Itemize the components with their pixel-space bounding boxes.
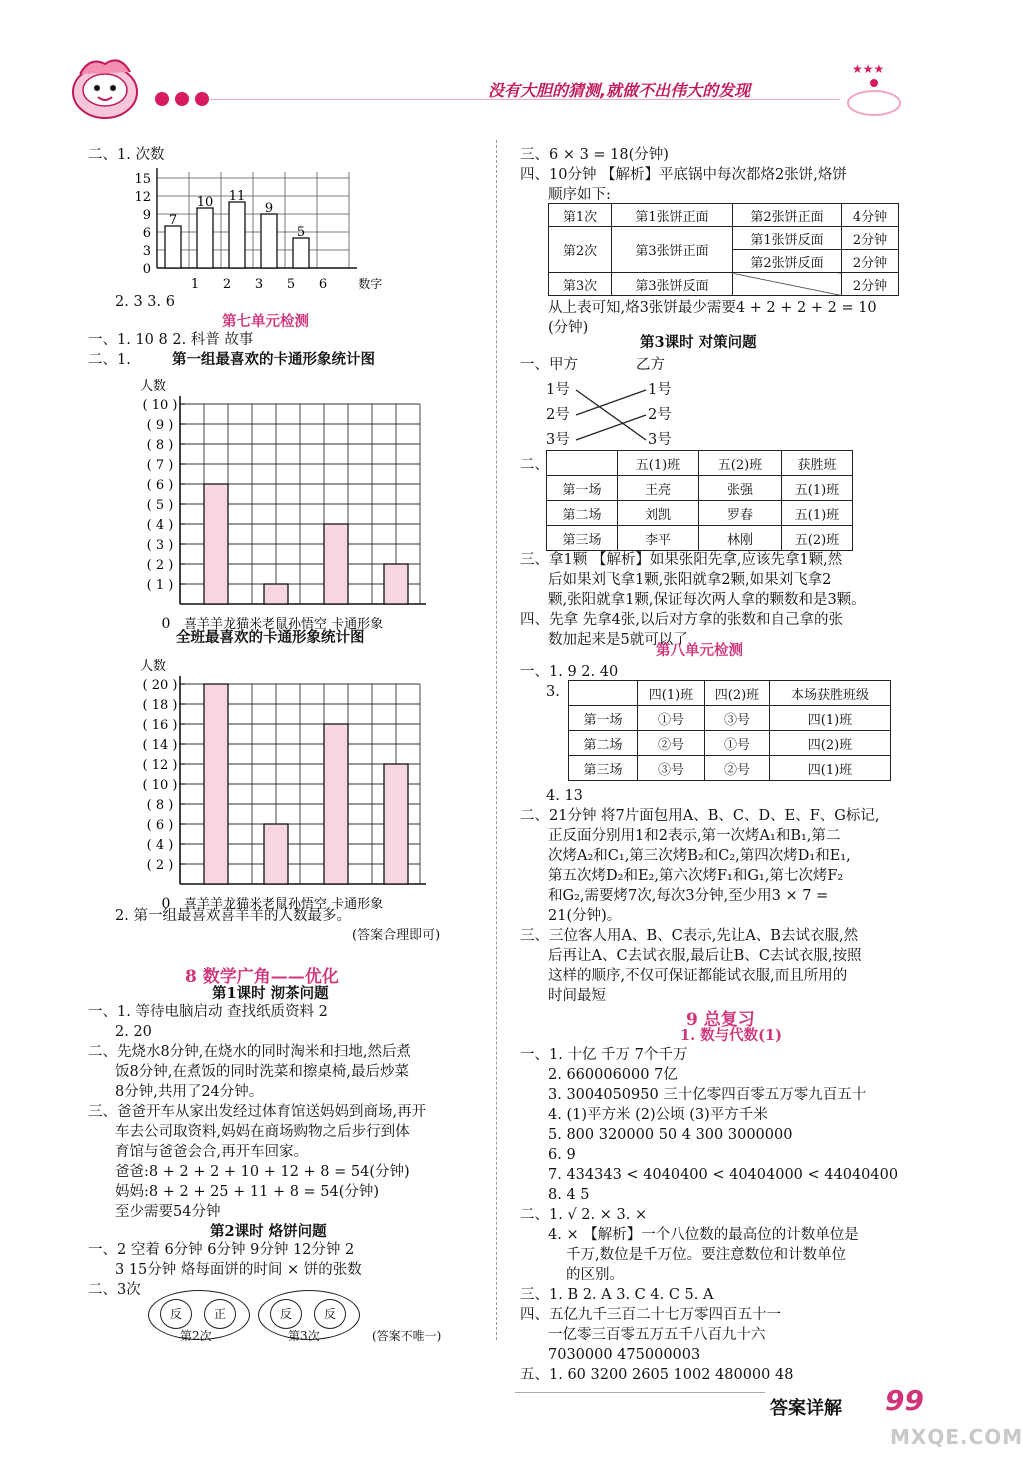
line: 二、1. 次数: [88, 147, 165, 163]
data-label: 10: [196, 195, 214, 210]
cell: 第二场: [569, 731, 638, 756]
x-tick-label: 3: [254, 277, 264, 292]
chapter-title: 8 数学广角——优化: [185, 967, 339, 987]
y-tick-label: ( 3 ): [146, 538, 174, 553]
line: 育馆与爸爸会合,再开车回家。: [115, 1144, 309, 1160]
note: (答案合理即可): [352, 928, 441, 943]
line: 顺序如下:: [548, 187, 611, 203]
x-axis-label: 喜羊羊龙猫米老鼠孙悟空 卡通形象: [184, 897, 384, 912]
line: 二、1. √ 2. × 3. ×: [520, 1207, 648, 1223]
cell: ①号: [638, 706, 705, 731]
lesson-title: 第3课时 对策问题: [640, 334, 757, 351]
empty-diagonal-cell: [733, 273, 842, 296]
y-tick-label: ( 4 ): [146, 838, 174, 853]
y-tick-label: 0: [161, 896, 171, 912]
y-tick-label: ( 1 ): [146, 578, 174, 593]
cell: 五(1)班: [782, 476, 853, 501]
jia-1: 1号: [546, 382, 570, 398]
y-tick-label: 0: [142, 262, 151, 277]
dot-decoration-2: [175, 92, 189, 106]
cell: ③号: [705, 706, 770, 731]
bar: [197, 208, 213, 268]
jia-2: 2号: [546, 407, 570, 423]
line: 3 15分钟 烙每面饼的时间 × 饼的张数: [115, 1262, 362, 1278]
cell: 第1次: [549, 204, 612, 227]
y-tick-label: ( 8 ): [146, 438, 174, 453]
line: 和G₂,需要烤7次,每次3分钟,至少用3 × 7 =: [548, 888, 829, 904]
cell: 五(1)班: [618, 451, 699, 476]
line: 5. 800 320000 50 4 300 3000000: [548, 1127, 793, 1143]
dot-decoration-3: [195, 92, 209, 106]
y-tick-label: ( 7 ): [146, 458, 174, 473]
line: 数加起来是5就可以了: [548, 632, 688, 648]
round-label: 第3次: [288, 1329, 320, 1343]
line: 从上表可知,烙3张饼最少需要4 + 2 + 2 + 2 = 10: [548, 300, 877, 316]
line: 7. 434343 < 4040400 < 40404000 < 44040400: [548, 1167, 899, 1183]
bar: [324, 724, 348, 884]
cell: 林刚: [699, 526, 782, 551]
bar: [261, 214, 277, 268]
bar: [165, 226, 181, 268]
note: (答案不唯一): [372, 1329, 442, 1343]
cell: 第一场: [569, 706, 638, 731]
line: 一、1. 十亿 千万 7个千万: [520, 1047, 688, 1063]
round-label: 第2次: [180, 1329, 212, 1343]
data-label: 9: [264, 201, 274, 216]
cartoon-character-icon: [60, 50, 200, 125]
line: 三、拿1颗 【解析】如果张阳先拿,应该先拿1颗,然: [520, 552, 843, 568]
cell: 第3次: [549, 273, 612, 296]
cell: 四(2)班: [770, 731, 891, 756]
line: 二、先烧水8分钟,在烧水的同时淘米和扫地,然后煮: [88, 1044, 411, 1060]
cell: 4分钟: [842, 204, 899, 227]
cell: 王亮: [618, 476, 699, 501]
y-tick-label: ( 10 ): [142, 778, 178, 793]
line: 一、1. 10 8 2. 科普 故事: [88, 332, 254, 348]
y-tick-label: ( 8 ): [146, 798, 174, 813]
yi-3: 3号: [648, 432, 672, 448]
line: 6. 9: [548, 1147, 576, 1163]
chart-title: 全班最喜欢的卡通形象统计图: [176, 629, 365, 646]
lesson-title: 第2课时 烙饼问题: [210, 1223, 327, 1240]
x-tick-label: 6: [318, 277, 328, 292]
data-label: 11: [228, 189, 246, 204]
line: 第五次烤D₂和E₂,第六次烤F₁和G₁,第七次烤F₂: [548, 868, 844, 884]
watermark: MXQE.COM: [890, 1425, 1023, 1449]
cell: ③号: [638, 756, 705, 781]
line: 这样的顺序,不仅可保证都能试衣服,而且所用的: [548, 968, 848, 984]
y-tick-label: ( 20 ): [142, 678, 178, 693]
section-title: 1. 数与代数(1): [680, 1027, 782, 1044]
line: 二、: [520, 457, 549, 473]
y-tick-label: ( 2 ): [146, 858, 174, 873]
cell: 本场获胜班级: [770, 681, 891, 706]
bar-chart-counts: [95, 160, 383, 295]
header-slogan: 没有大胆的猜测,就做不出伟大的发现: [488, 81, 751, 100]
line: 时间最短: [548, 988, 606, 1004]
line: 2. 第一组最喜欢喜羊羊的人数最多。: [115, 908, 351, 924]
y-tick-label: ( 9 ): [146, 418, 174, 433]
y-tick-label: ( 6 ): [146, 818, 174, 833]
line: 四、五亿九千三百二十七万零四百五十一: [520, 1307, 781, 1323]
star-badge-icon: [840, 55, 910, 125]
y-tick-label: ( 4 ): [146, 518, 174, 533]
cell: 张强: [699, 476, 782, 501]
cell: 第2张饼反面: [733, 250, 842, 273]
y-tick-label: ( 2 ): [146, 558, 174, 573]
x-tick-label: 1: [190, 277, 200, 292]
bar-chart-group1: [120, 370, 470, 632]
bar: [384, 564, 408, 604]
cell: 五(2)班: [782, 526, 853, 551]
y-axis-label: 人数: [140, 659, 167, 674]
bar: [293, 238, 309, 268]
line: (分钟): [548, 320, 589, 336]
cell: ②号: [705, 756, 770, 781]
line: 一、2 空着 6分钟 6分钟 9分钟 12分钟 2: [88, 1242, 355, 1258]
line: 千万,数位是千万位。要注意数位和计数单位: [566, 1247, 847, 1263]
y-tick-label: ( 12 ): [142, 758, 178, 773]
x-tick-label: 5: [286, 277, 296, 292]
line: 饭8分钟,在煮饭的同时洗菜和擦桌椅,最后炒菜: [115, 1064, 409, 1080]
line: 一、1. 9 2. 40: [520, 664, 619, 680]
yi-2: 2号: [648, 407, 672, 423]
bar: [324, 524, 348, 604]
line: 至少需要54分钟: [115, 1204, 221, 1220]
jia-3: 3号: [546, 432, 570, 448]
x-tick-label: 2: [222, 277, 232, 292]
y-tick-label: ( 5 ): [146, 498, 174, 513]
page-number: 99: [885, 1384, 924, 1417]
cell: 罗春: [699, 501, 782, 526]
svg-text:★★★: ★★★: [852, 62, 885, 76]
pancake-circle: 正: [204, 1299, 236, 1329]
line: 四、10分钟 【解析】平底锅中每次都烙2张饼,烙饼: [520, 167, 847, 183]
footer-rule: [515, 1392, 765, 1393]
cell: 第1张饼正面: [612, 204, 733, 227]
section-title: 第八单元检测: [656, 642, 743, 659]
line: 二、21分钟 将7片面包用A、B、C、D、E、F、G标记,: [520, 808, 880, 824]
line: 乙方: [636, 357, 665, 373]
line: 车去公司取资料,妈妈在商场购物之后步行到体: [115, 1124, 410, 1140]
bar: [204, 484, 228, 604]
cell: 第2张饼正面: [733, 204, 842, 227]
line: 4. 13: [546, 788, 583, 804]
line: 三、1. B 2. A 3. C 4. C 5. A: [520, 1287, 714, 1303]
y-tick-label: ( 10 ): [142, 398, 178, 413]
pancake-circle: 反: [270, 1299, 302, 1329]
bar: [264, 584, 288, 604]
x-axis-label: 数字: [358, 277, 383, 291]
yi-1: 1号: [648, 382, 672, 398]
pancake-circle: 反: [314, 1299, 346, 1329]
line: 2. 3 3. 6: [115, 294, 175, 310]
cell: 李平: [618, 526, 699, 551]
x-axis-label: 喜羊羊龙猫米老鼠孙悟空 卡通形象: [184, 617, 384, 632]
data-label: 5: [296, 225, 306, 240]
line: 一、甲方: [520, 357, 578, 373]
bar: [204, 684, 228, 884]
unit8-table: [568, 680, 891, 781]
line: 8. 4 5: [548, 1187, 590, 1203]
cell: 五(1)班: [782, 501, 853, 526]
dot-decoration-1: [155, 92, 169, 106]
line: 3.: [546, 684, 560, 700]
cell: ②号: [638, 731, 705, 756]
pancake-circle: 反: [160, 1299, 192, 1329]
cell: 第1张饼反面: [733, 227, 842, 250]
y-tick-label: 12: [134, 190, 151, 205]
line: 的区别。: [566, 1267, 624, 1283]
y-tick-label: ( 18 ): [142, 698, 178, 713]
cell: 第三场: [569, 756, 638, 781]
line: 3. 3004050950 三十亿零四百零五万零九百五十: [548, 1087, 867, 1103]
line: 正反面分别用1和2表示,第一次烤A₁和B₁,第二: [548, 828, 841, 844]
line: 后如果刘飞拿1颗,张阳就拿2颗,如果刘飞拿2: [548, 572, 832, 588]
cell: 四(2)班: [705, 681, 770, 706]
line: 7030000 475000003: [548, 1347, 701, 1363]
bar: [229, 202, 245, 268]
match-table: [546, 450, 853, 551]
chart-title: 第一组最喜欢的卡通形象统计图: [172, 351, 375, 368]
line: 二、1.: [88, 352, 131, 368]
line: 次烤A₂和C₁,第三次烤B₂和C₂,第四次烤D₁和E₁,: [548, 848, 851, 864]
y-tick-label: 0: [161, 616, 171, 632]
lesson-title: 第1课时 沏茶问题: [212, 985, 329, 1002]
cell: 五(2)班: [699, 451, 782, 476]
cell: 第三场: [547, 526, 618, 551]
line: 三、三位客人用A、B、C表示,先让A、B去试衣服,然: [520, 928, 859, 944]
line: 四、先拿 先拿4张,以后对方拿的张数和自己拿的张: [520, 612, 843, 628]
line: 2. 660006000 7亿: [548, 1067, 678, 1083]
cell: 第3张饼正面: [612, 227, 733, 273]
y-tick-label: ( 6 ): [146, 478, 174, 493]
line: 4. (1)平方米 (2)公顷 (3)平方千米: [548, 1107, 768, 1123]
cell: 2分钟: [842, 227, 899, 250]
y-tick-label: 6: [142, 226, 151, 241]
section-title: 第七单元检测: [222, 313, 309, 330]
y-tick-label: 3: [142, 244, 151, 259]
line: 一亿零三百零五万五千八百九十六: [548, 1327, 766, 1343]
cell: 2分钟: [842, 273, 899, 296]
cell: [547, 451, 618, 476]
footer-label: 答案详解: [770, 1398, 842, 1419]
bar: [384, 764, 408, 884]
line: 2. 20: [115, 1024, 152, 1040]
cell: 四(1)班: [770, 706, 891, 731]
bar: [264, 824, 288, 884]
line: 一、1. 等待电脑启动 查找纸质资料 2: [88, 1004, 328, 1020]
cell: 2分钟: [842, 250, 899, 273]
line: 爸爸:8 + 2 + 2 + 10 + 12 + 8 = 54(分钟): [115, 1164, 410, 1180]
line: 妈妈:8 + 2 + 25 + 11 + 8 = 54(分钟): [115, 1184, 380, 1200]
line: 21(分钟)。: [548, 908, 622, 924]
y-tick-label: 15: [134, 172, 151, 187]
cell: 第2次: [549, 227, 612, 273]
line: 二、3次: [88, 1282, 141, 1298]
line: 后再让A、C去试衣服,最后让B、C去试衣服,按照: [548, 948, 862, 964]
cell: ①号: [705, 731, 770, 756]
cell: 四(1)班: [770, 756, 891, 781]
line: 五、1. 60 3200 2605 1002 480000 48: [520, 1367, 794, 1383]
y-tick-label: ( 16 ): [142, 718, 178, 733]
pancake-table: [548, 203, 899, 296]
cell: [569, 681, 638, 706]
data-label: 7: [168, 213, 178, 228]
line: 颗,张阳就拿1颗,保证每次两人拿的颗数和是3颗。: [548, 592, 866, 608]
bar-chart-class: [120, 650, 470, 912]
chapter-title: 9 总复习: [686, 1010, 755, 1030]
y-tick-label: 9: [142, 208, 151, 223]
column-divider: [496, 140, 497, 1340]
cell: 获胜班: [782, 451, 853, 476]
cell: 刘凯: [618, 501, 699, 526]
cell: 第一场: [547, 476, 618, 501]
cell: 四(1)班: [638, 681, 705, 706]
y-axis-label: 人数: [140, 379, 167, 394]
line: 4. × 【解析】一个八位数的最高位的计数单位是: [548, 1227, 859, 1243]
matching-lines: [574, 380, 654, 450]
cell: 第3张饼反面: [612, 273, 733, 296]
y-tick-label: ( 14 ): [142, 738, 178, 753]
line: 三、6 × 3 = 18(分钟): [520, 147, 669, 163]
cell: 第二场: [547, 501, 618, 526]
line: 8分钟,共用了24分钟。: [115, 1084, 264, 1100]
line: 三、爸爸开车从家出发经过体育馆送妈妈到商场,再开: [88, 1104, 427, 1120]
